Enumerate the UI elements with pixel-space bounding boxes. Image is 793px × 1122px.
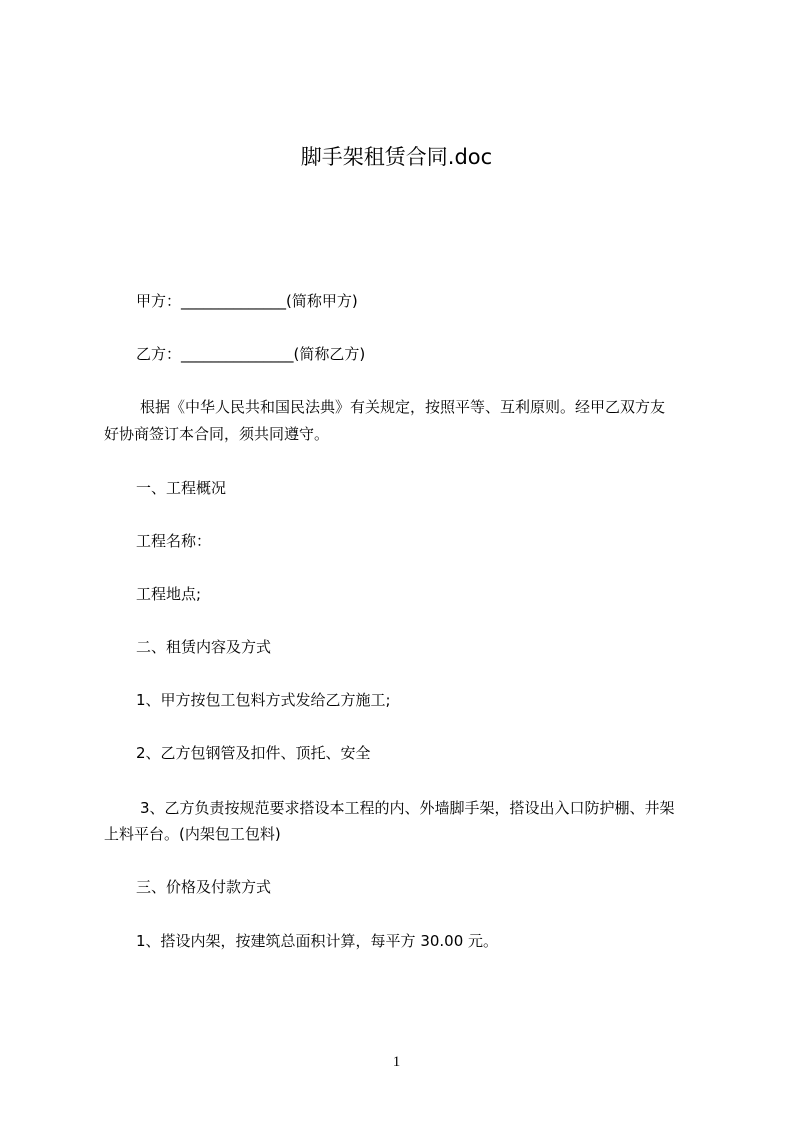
section-2-heading: 二、租赁内容及方式 <box>136 638 272 656</box>
section-3-item-1: 1、搭设内架，按建筑总面积计算，每平方 30.00 元。 <box>136 932 499 950</box>
section-1-heading: 一、工程概况 <box>136 479 227 497</box>
intro-paragraph-line-2: 好协商签订本合同，须共同遵守。 <box>104 425 330 443</box>
project-location-line: 工程地点; <box>136 585 202 603</box>
party-a-line: 甲方：______________(简称甲方) <box>136 292 358 310</box>
party-b-line: 乙方：_______________(简称乙方) <box>136 345 366 363</box>
project-name-line: 工程名称： <box>136 532 212 550</box>
section-2-item-3-line-1: 3、乙方负责按规范要求搭设本工程的内、外墙脚手架，搭设出入口防护棚、井架 <box>140 799 675 817</box>
section-3-heading: 三、价格及付款方式 <box>136 878 272 896</box>
intro-paragraph-line-1: 根据《中华人民共和国民法典》有关规定，按照平等、互利原则。经甲乙双方友 <box>140 398 666 416</box>
page-number: 1 <box>392 1054 401 1070</box>
section-2-item-1: 1、甲方按包工包料方式发给乙方施工; <box>136 691 391 709</box>
document-title: 脚手架租赁合同.doc <box>300 145 493 169</box>
section-2-item-2: 2、乙方包钢管及扣件、顶托、安全 <box>136 744 371 762</box>
section-2-item-3-line-2: 上料平台。(内架包工包料) <box>104 825 281 843</box>
